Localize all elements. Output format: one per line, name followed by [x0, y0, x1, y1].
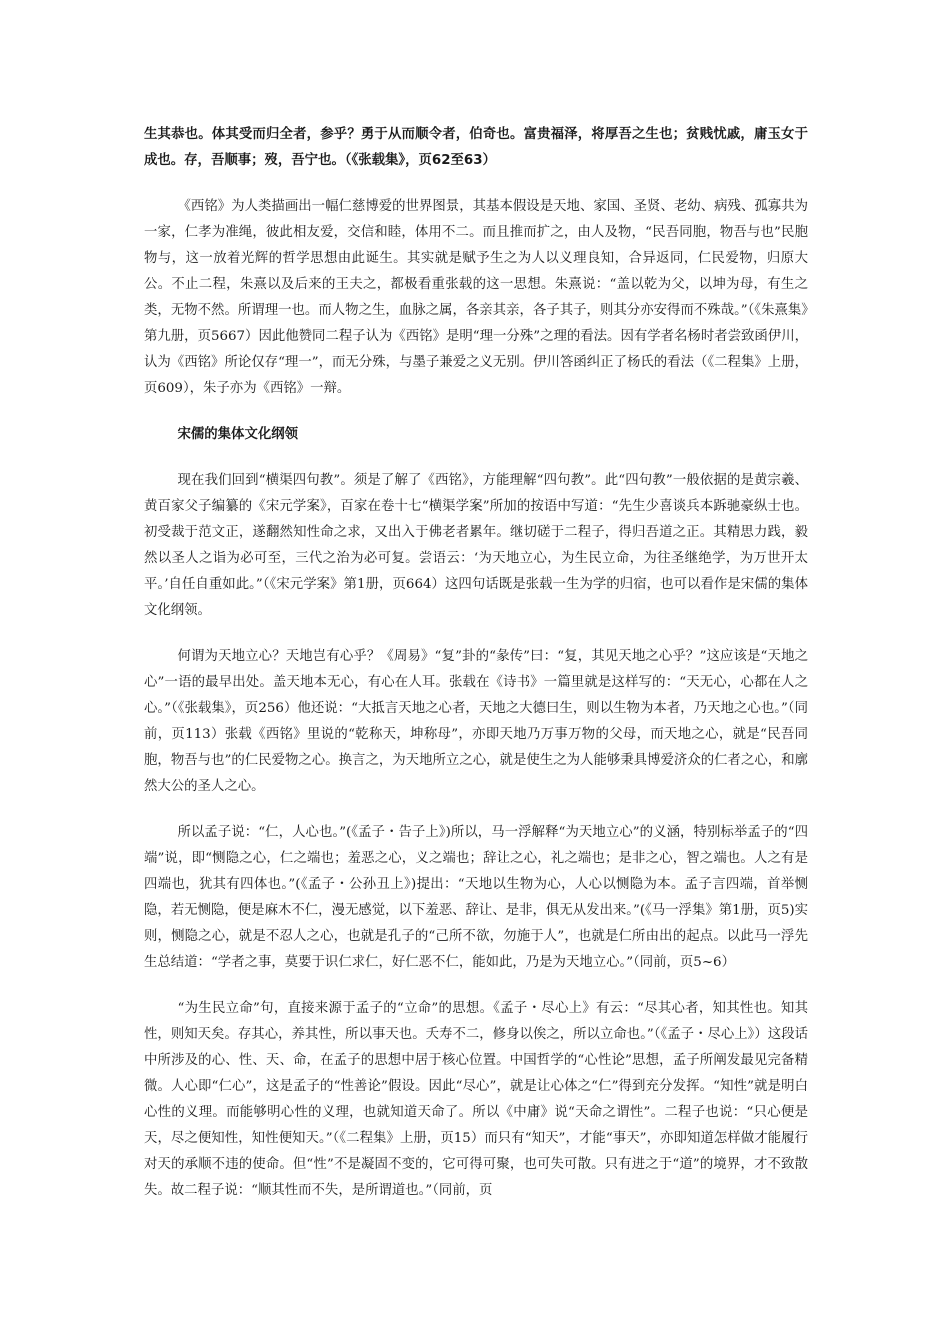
document-page [144, 122, 808, 1224]
paragraph-establish-destiny: “为生民立命”句，直接来源于孟子的“立命”的思想。《孟子・尽心上》有云：“尽其心者，知其性也。知其性，则知天矣。存其心，养其性，所以事天也。夭寿不二，修身以俟之，所以立命也。”（《孟子・尽心上》）这段话中所涉及的心、性、天、命，在孟子的思想中居于核心位置。中国哲学的“心性论”思想，孟子所阐发最见完备精微。人心即“仁心”，这是孟子的“性善论”假设。因此“尽心”，就是让心体之“仁”得到充分发挥。“知性”就是明白心性的义理。而能够明心性的义理，也就知道天命了。所以《中庸》说“天命之谓性”。二程子也说：“只心便是天，尽之便知性，知性便知天。”（《二程集》上册，页15）而只有“知天”，才能“事天”，亦即知道怎样做才能履行对天的承顺不违的使命。但“性”不是凝固不变的，它可得可聚，也可失可散。只有进之于“道”的境界，才不致散失。故二程子说：“顺其性而不失，是所谓道也。”（同前，页 [144, 1001, 808, 1198]
paragraph-four-sentences: 现在我们回到“横渠四句教”。须是了解了《西铭》，方能理解“四句教”。此“四句教”一般依据的是黄宗羲、黄百家父子编纂的《宋元学案》，百家在卷十七“横渠学案”所加的按语中写道：“先生少喜谈兵本跅驰豪纵士也。初受裁于范文正，遂翻然知性命之求，又出入于佛老者累年。继切磋于二程子，得归吾道之正。其精思力践，毅然以圣人之诣为必可至，三代之治为必可复。尝语云：‘为天地立心，为生民立命，为往圣继绝学，为万世开太平。’自任自重如此。”（《宋元学案》第1册，页664）这四句话既是张载一生为学的归宿，也可以看作是宋儒的集体文化纲领。 [144, 473, 808, 618]
paragraph-mencius-four-sprouts: 所以孟子说：“仁，人心也。”(《孟子・告子上》)所以，马一浮解释“为天地立心”的义涵，特别标举孟子的“四端”说，即“恻隐之心，仁之端也；羞恶之心，义之端也；辞让之心，礼之端也；是非之心，智之端也。人之有是四端也，犹其有四体也。”(《孟子・公孙丑上》)提出：“天地以生物为心，人心以恻隐为本。孟子言四端，首举恻隐，若无恻隐，便是麻木不仁，漫无感觉，以下羞恶、辞让、是非，俱无从发出来。”(《马一浮集》第1册，页5)实则，恻隐之心，就是不忍人之心，也就是孔子的“己所不欲，勿施于人”，也就是仁所由出的起点。以此马一浮先生总结道：“学者之事，莫要于识仁求仁，好仁恶不仁，能如此，乃是为天地立心。”（同前，页5~6） [144, 825, 808, 970]
paragraph-ximing-overview: 《西铭》为人类描画出一幅仁慈博爱的世界图景，其基本假设是天地、家国、圣贤、老幼、病残、孤寡共为一家，仁孝为准绳，彼此相友爱，交信和睦，体用不二。而且推而扩之，由人及物，“民吾同胞，物吾与也”民胞物与，这一放着光辉的哲学思想由此诞生。其实就是赋予生之为人以义理良知，合异返同，仁民爱物，归原大公。不止二程，朱熹以及后来的王夫之，都极看重张载的这一思想。朱熹说：“盖以乾为父，以坤为母，有生之类，无物不然。所谓理一也。而人物之生，血脉之属，各亲其亲，各子其子，则其分亦安得而不殊哉。”（《朱熹集》第九册，页5667）因此他赞同二程子认为《西铭》是明“理一分殊”之理的看法。因有学者名杨时者尝致函伊川，认为《西铭》所论仅存“理一”，而无分殊，与墨子兼爱之义无别。伊川答函纠正了杨氏的看法（《二程集》上册，页609），朱子亦为《西铭》一辩。 [144, 199, 808, 396]
quote-fragment: 生其恭也。体其受而归全者，参乎？勇于从而顺令者，伯奇也。富贵福泽，将厚吾之生也；贫贱忧戚，庸玉女于成也。存，吾顺事；歿，吾宁也。（《张载集》，页62至63） [144, 127, 808, 168]
section-heading: 宋儒的集体文化纲领 [177, 427, 299, 442]
paragraph-heart-of-heaven: 何谓为天地立心？天地岂有心乎？《周易》“复”卦的“彖传”曰：“复，其见天地之心乎？”这应该是“天地之心”一语的最早出处。盖天地本无心，有心在人耳。张载在《诗书》一篇里就是这样写的：“天无心，心都在人之心。”（《张载集》，页256）他还说：“大抵言天地之心者，天地之大德曰生，则以生物为本者，乃天地之心也。”（同前，页113）张载《西铭》里说的“乾称天，坤称母”，亦即天地乃万事万物的父母，而天地之心，就是“民吾同胞，物吾与也”的仁民爱物之心。换言之，为天地所立之心，就是使生之为人能够秉具博爱济众的仁者之心，和廓然大公的圣人之心。 [144, 649, 808, 794]
